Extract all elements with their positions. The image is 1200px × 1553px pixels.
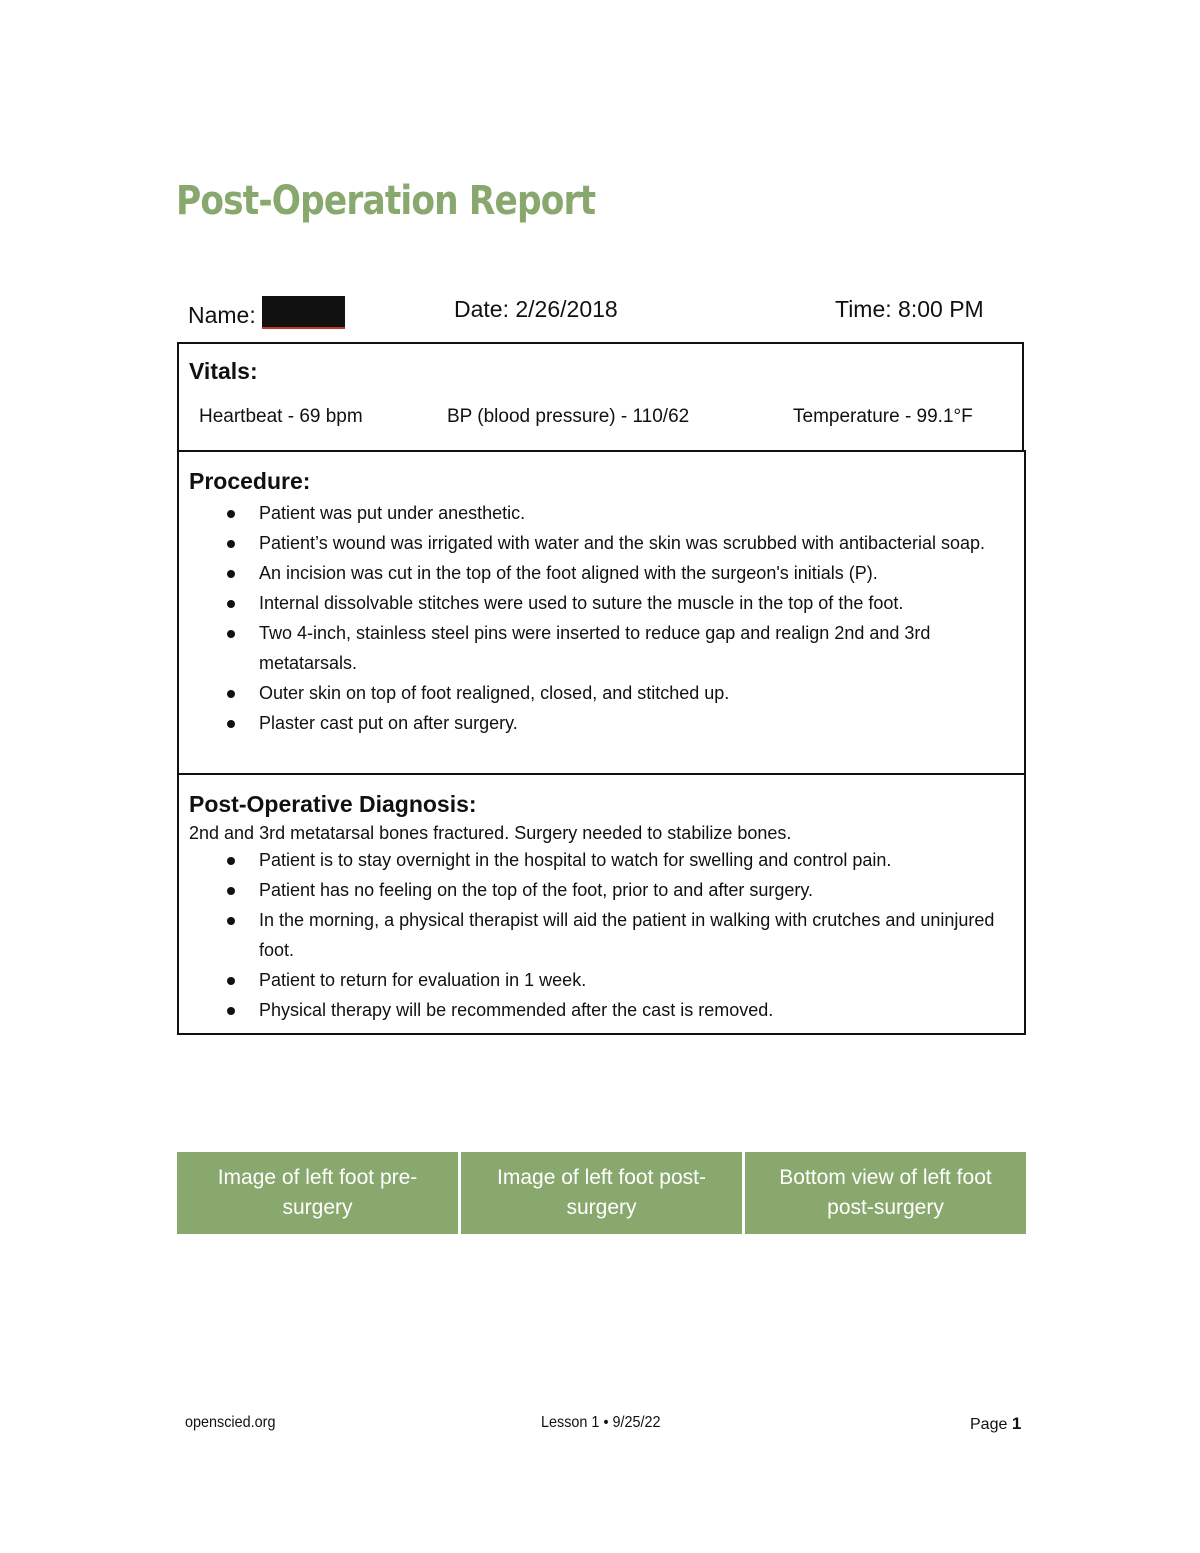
procedure-heading: Procedure: — [189, 468, 311, 494]
vitals-heading: Vitals: — [189, 358, 258, 384]
footer-lesson: Lesson 1 • 9/25/22 — [541, 1414, 661, 1431]
procedure-section — [177, 450, 1026, 775]
name-label: Name: — [188, 302, 256, 328]
diagnosis-list — [179, 845, 1009, 1025]
list-item: Physical therapy will be recommended after the cast is removed. — [179, 995, 1009, 1025]
page-number: 1 — [1011, 1414, 1022, 1433]
list-item: An incision was cut in the top of the foot aligned with the surgeon's initials (P). — [179, 558, 1009, 588]
list-item: Patient to return for evaluation in 1 week. — [179, 965, 1009, 995]
diagnosis-section — [177, 773, 1026, 1035]
date-label: Date: — [454, 296, 509, 322]
time-field — [835, 296, 984, 323]
list-item: Patient has no feeling on the top of the foot, prior to and after surgery. — [179, 875, 1009, 905]
heartbeat-value: Heartbeat - 69 bpm — [199, 406, 363, 427]
list-item: Plaster cast put on after surgery. — [179, 708, 1009, 738]
redacted-name — [262, 296, 345, 329]
vitals-section — [177, 342, 1024, 450]
list-item: Patient is to stay overnight in the hospital to watch for swelling and control pain. — [179, 845, 1009, 875]
procedure-list — [179, 498, 1009, 738]
list-item: Two 4-inch, stainless steel pins were inserted to reduce gap and realign 2nd and 3rd metatarsals. — [179, 618, 1009, 678]
list-item: Outer skin on top of foot realigned, closed, and stitched up. — [179, 678, 1009, 708]
list-item: Internal dissolvable stitches were used to suture the muscle in the top of the foot. — [179, 588, 1009, 618]
patient-name-field — [188, 296, 345, 329]
time-label: Time: — [835, 296, 892, 322]
blood-pressure-value: BP (blood pressure) - 110/62 — [447, 406, 690, 427]
list-item: Patient was put under anesthetic. — [179, 498, 1009, 528]
footer-page — [970, 1414, 1021, 1434]
image-cell-post-surgery: Image of left foot post-surgery — [458, 1152, 742, 1234]
image-cell-pre-surgery: Image of left foot pre-surgery — [217, 1166, 418, 1219]
date-value: 2/26/2018 — [515, 296, 618, 322]
date-field — [454, 296, 618, 323]
diagnosis-intro: 2nd and 3rd metatarsal bones fractured. Surgery needed to stabilize bones. — [189, 823, 792, 843]
image-table-header — [177, 1152, 1026, 1234]
page-label: Page — [970, 1416, 1008, 1433]
diagnosis-heading: Post-Operative Diagnosis: — [189, 791, 477, 817]
image-cell-bottom-view: Bottom view of left foot post-surgery — [742, 1152, 1026, 1234]
page-title: Post-Operation Report — [176, 178, 596, 224]
footer-site: openscied.org — [185, 1414, 276, 1431]
list-item: Patient’s wound was irrigated with water and the skin was scrubbed with antibacterial soap. — [179, 528, 1009, 558]
temperature-value: Temperature - 99.1°F — [793, 406, 973, 427]
list-item: In the morning, a physical therapist will aid the patient in walking with crutches and uninjured foot. — [179, 905, 1009, 965]
time-value: 8:00 PM — [898, 296, 984, 322]
